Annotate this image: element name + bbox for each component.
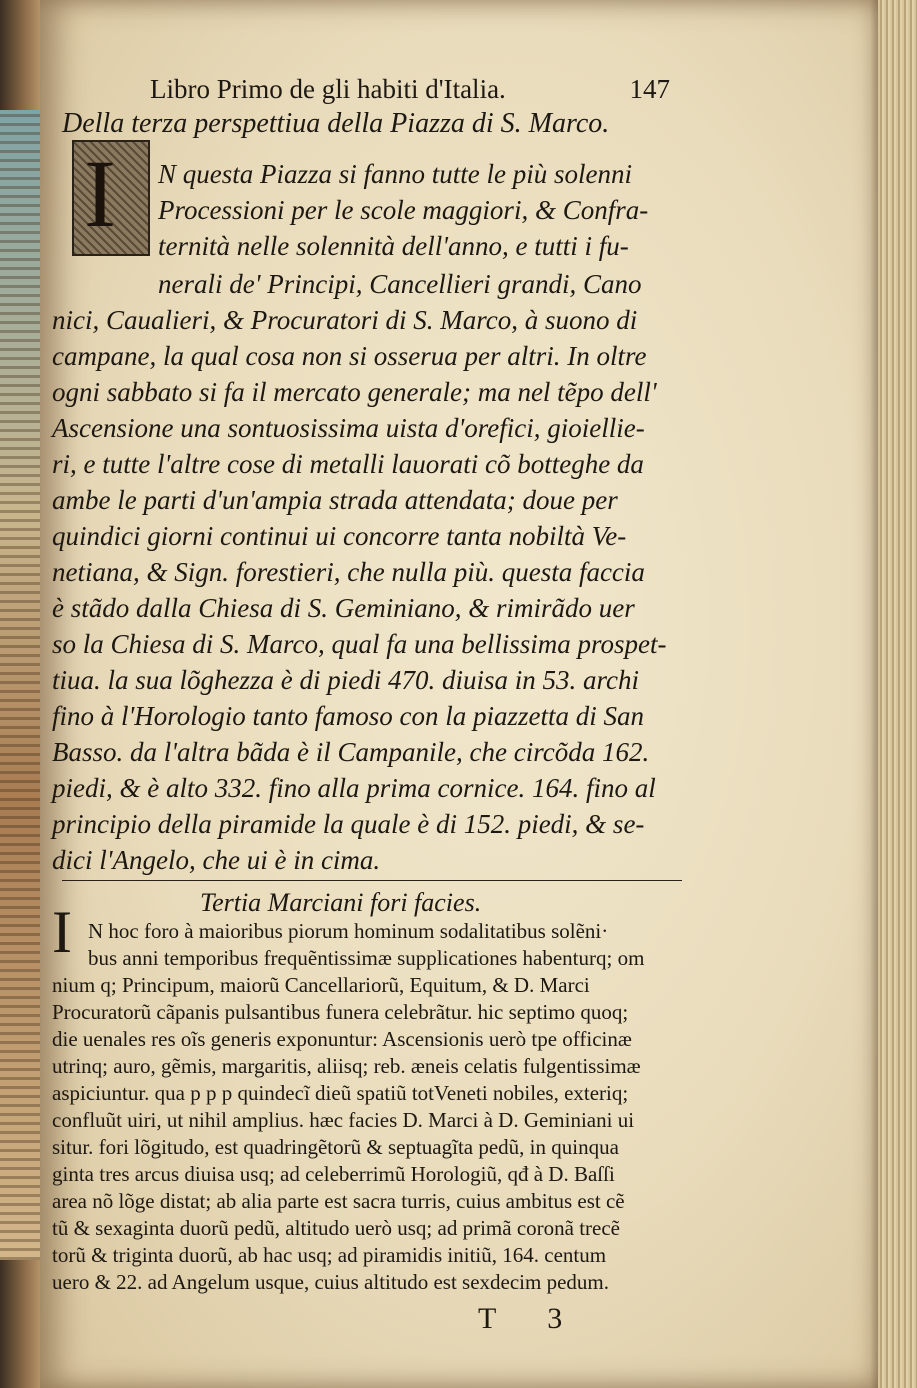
italian-line: Processioni per le scole maggiori, & Confra- [158, 195, 649, 225]
latin-line: Procuratorũ cãpanis pulsantibus funera celebrãtur. hic septimo quoq; [52, 1000, 629, 1024]
italian-line: tiua. la sua lõghezza è di piedi 470. diuisa in 53. archi [52, 665, 639, 695]
page-number: 147 [629, 74, 670, 104]
latin-line: ginta tres arcus diuisa usq; ad celeberrimũ Horologiũ, qđ à D. Baſſi [52, 1162, 615, 1186]
italian-line: ogni sabbato si fa il mercato generale; ma nel tẽpo dell' [52, 377, 657, 407]
italian-section-title: Della terza perspettiua della Piazza di S. Marco. [62, 108, 610, 139]
facing-page-illustration [0, 110, 43, 1260]
italian-line: piedi, & è alto 332. fino alla prima cornice. 164. fino al [52, 773, 656, 803]
latin-line: nium q; Principum, maiorũ Cancellariorũ, Equitum, & D. Marci [52, 973, 590, 997]
latin-line: situr. fori lõgitudo, est quadringẽtorũ & septuagĩta pedũ, in quinqua [52, 1135, 619, 1159]
latin-initial: I [52, 899, 72, 965]
italian-line: so la Chiesa di S. Marco, qual fa una bellissima prospet- [52, 629, 667, 659]
latin-line: utrinq; auro, gẽmis, margaritis, aliisq; reb. æneis celatis fulgentissimæ [52, 1054, 641, 1078]
italian-line: N questa Piazza si fanno tutte le più solenni [158, 159, 632, 189]
latin-line: uero & 22. ad Angelum usque, cuius altitudo est sexdecim pedum. [52, 1270, 609, 1294]
italian-line: dici l'Angelo, che ui è in cima. [52, 845, 381, 875]
latin-section-title: Tertia Marciani fori facies. [200, 888, 482, 917]
italian-line: nici, Caualieri, & Procuratori di S. Marco, à suono di [52, 305, 638, 335]
latin-line: confluũt uiri, ut nihil amplius. hæc facies D. Marci à D. Geminiani ui [52, 1108, 635, 1132]
italian-line: è stãdo dalla Chiesa di S. Geminiano, & rimirãdo uer [52, 593, 635, 623]
section-divider [62, 880, 682, 881]
italian-line: ternità nelle solennità dell'anno, e tutti i fu- [158, 231, 629, 261]
latin-line: area nõ lõge distat; ab alia parte est sacra turris, cuius ambitus est cẽ [52, 1189, 625, 1213]
running-head [150, 74, 670, 110]
italian-line: netiana, & Sign. forestieri, che nulla più. questa faccia [52, 557, 645, 587]
latin-line: die uenales res oĩs generis exponuntur: Ascensionis uerò tpe officinæ [52, 1027, 632, 1051]
latin-line: N hoc foro à maioribus piorum hominum sodalitatibus solẽni· [88, 919, 609, 943]
italian-line: nerali de' Principi, Cancellieri grandi, Cano [158, 269, 642, 299]
latin-line: torũ & triginta duorũ, ab hac usq; ad piramidis initiũ, 164. centum [52, 1243, 607, 1267]
decorated-initial [72, 140, 150, 256]
latin-line: tũ & sexaginta duorũ pedũ, altitudo uerò usq; ad primã coronã trecẽ [52, 1216, 620, 1240]
italian-line: ambe le parti d'un'ampia strada attendata; doue per [52, 485, 618, 515]
latin-line: bus anni temporibus frequẽntissimæ supplicationes habenturq; om [88, 946, 645, 970]
italian-line: quindici giorni continui ui concorre tanta nobiltà Ve- [52, 521, 627, 551]
running-head-title: Libro Primo de gli habiti d'Italia. [150, 74, 506, 104]
decorated-initial-letter: I [84, 140, 116, 247]
signature-mark: T 3 [478, 1302, 585, 1335]
italian-line: fino à l'Horologio tanto famoso con la piazzetta di San [52, 701, 645, 731]
latin-line: aspiciuntur. qua p p p quindecĩ dieũ spatiũ totVeneti nobiles, exteriq; [52, 1081, 629, 1105]
italian-line: campane, la qual cosa non si osserua per altri. In oltre [52, 341, 647, 371]
italian-line: Ascensione una sontuosissima uista d'orefici, gioiellie- [52, 413, 645, 443]
italian-line: ri, e tutte l'altre cose di metalli lauorati cõ botteghe da [52, 449, 644, 479]
italian-line: Basso. da l'altra bãda è il Campanile, che circõda 162. [52, 737, 650, 767]
page-block-edge [878, 0, 917, 1388]
italian-line: principio della piramide la quale è di 152. piedi, & se- [52, 809, 645, 839]
